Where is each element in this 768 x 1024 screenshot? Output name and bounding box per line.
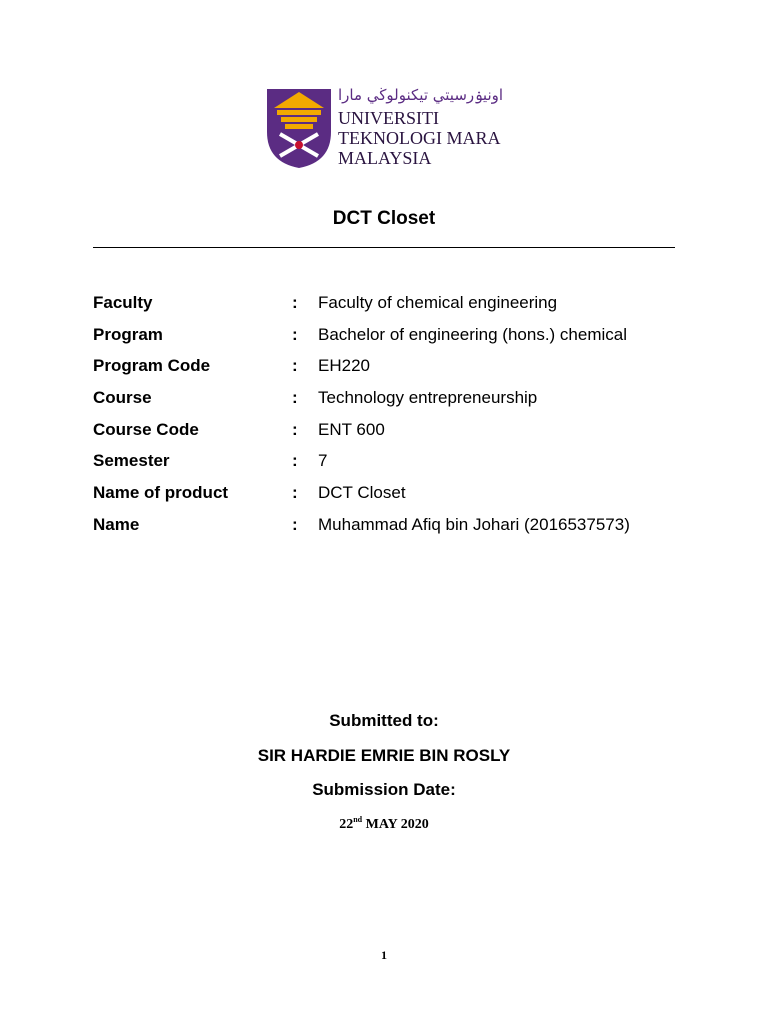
- info-label: Course Code: [93, 419, 199, 439]
- info-label: Name: [93, 514, 140, 534]
- info-colon: :: [292, 483, 298, 503]
- submission-date-label: Submission Date:: [312, 780, 456, 799]
- info-colon: :: [292, 451, 298, 471]
- info-label: Program Code: [93, 356, 211, 376]
- info-label: Course: [93, 388, 152, 408]
- info-row: [93, 388, 693, 420]
- logo-arabic-text: اونيۏرسيتي تيکنولوڬي مارا: [338, 86, 504, 104]
- info-colon: :: [292, 324, 298, 344]
- info-colon: :: [292, 514, 298, 534]
- crest-step-3: [285, 124, 313, 129]
- info-row: [93, 483, 693, 515]
- university-logo: [264, 86, 508, 172]
- submission-date-day: 22: [339, 817, 354, 832]
- info-value: DCT Closet: [318, 483, 406, 503]
- info-colon: :: [292, 388, 298, 408]
- info-table: [93, 293, 693, 547]
- submission-date-rest: MAY 2020: [362, 817, 429, 832]
- info-value: Bachelor of engineering (hons.) chemical: [318, 324, 628, 344]
- page-number: 1: [381, 948, 387, 962]
- info-row: [93, 293, 693, 325]
- document-title: DCT Closet: [332, 208, 436, 229]
- logo-line-1: UNIVERSITI: [338, 108, 439, 128]
- submission-date-suffix: nd: [353, 815, 363, 824]
- info-row: [93, 420, 693, 452]
- crest-center: [295, 141, 303, 149]
- info-label: Faculty: [93, 293, 153, 312]
- logo-line-2: TEKNOLOGI MARA: [338, 128, 501, 148]
- info-colon: :: [292, 293, 298, 312]
- info-value: EH220: [318, 356, 370, 376]
- info-value: ENT 600: [318, 419, 385, 439]
- info-row: [93, 515, 693, 547]
- crest-step-2: [281, 117, 317, 122]
- info-row: [93, 356, 693, 388]
- crest-step-1: [277, 110, 321, 115]
- submitted-to-label: Submitted to:: [329, 711, 439, 730]
- info-row: [93, 451, 693, 483]
- info-value: Muhammad Afiq bin Johari (2016537573): [318, 514, 630, 534]
- info-value: 7: [318, 451, 328, 471]
- info-value: Technology entrepreneurship: [318, 388, 538, 408]
- logo-line-3: MALAYSIA: [338, 148, 432, 168]
- info-value: Faculty of chemical engineering: [318, 293, 558, 312]
- info-label: Program: [93, 324, 163, 344]
- submitted-to-name: SIR HARDIE EMRIE BIN ROSLY: [257, 746, 511, 765]
- info-label: Name of product: [93, 483, 229, 503]
- info-row: [93, 325, 693, 357]
- submission-date: [0, 815, 768, 833]
- title-divider: [93, 247, 675, 248]
- info-label: Semester: [93, 451, 170, 471]
- info-colon: :: [292, 356, 298, 376]
- info-colon: :: [292, 419, 298, 439]
